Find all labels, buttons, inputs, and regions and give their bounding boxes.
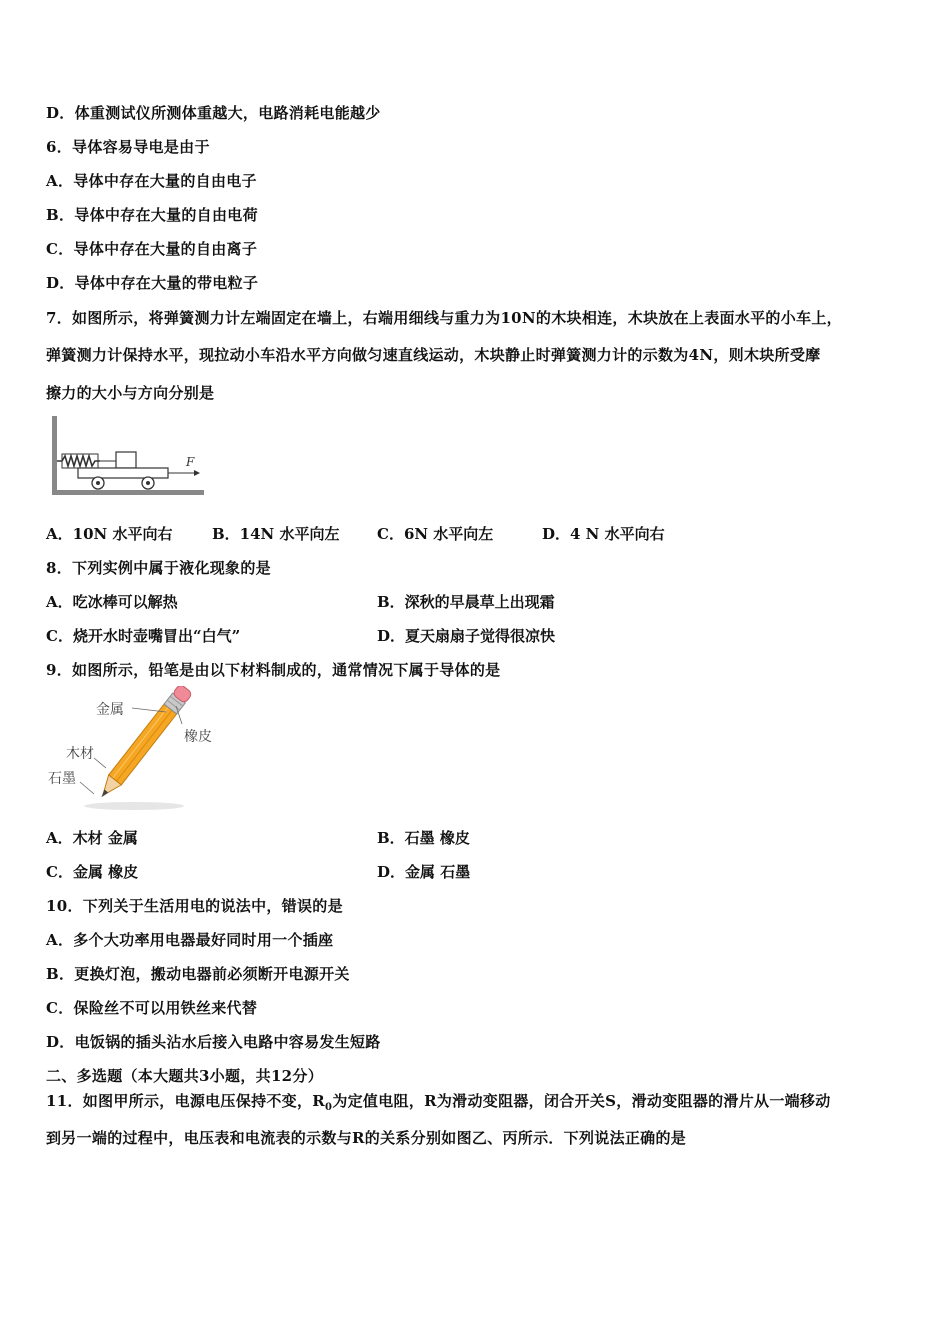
q7-stem-line1: 7．如图所示，将弹簧测力计左端固定在墙上，右端用细线与重力为10N的木块相连，木块放在上表面水平的小车上， [46, 309, 842, 327]
q6-option-b: B．导体中存在大量的自由电荷 [46, 206, 258, 224]
ground [52, 490, 204, 495]
q9-option-a: A．木材 金属 [46, 829, 138, 847]
q7-option-b: B．14N 水平向左 [212, 525, 340, 543]
label-graphite: 石墨 [48, 771, 76, 787]
q7-stem-line3: 擦力的大小与方向分别是 [46, 384, 215, 402]
q7-option-c: C．6N 水平向左 [377, 525, 494, 543]
q8-stem: 8．下列实例中属于液化现象的是 [46, 559, 271, 577]
q10-option-d: D．电饭锅的插头沾水后接入电路中容易发生短路 [46, 1033, 381, 1051]
q6-option-c: C．导体中存在大量的自由离子 [46, 240, 258, 258]
q8-option-d: D．夏天扇扇子觉得很凉快 [377, 627, 556, 645]
section-2-title: 二、多选题（本大题共3小题，共12分） [46, 1067, 324, 1085]
q10-option-c: C．保险丝不可以用铁丝来代替 [46, 999, 258, 1017]
label-wood: 木材 [66, 746, 94, 762]
q8-option-b: B．深秋的早晨草上出现霜 [377, 593, 555, 611]
q7-option-a: A．10N 水平向右 [46, 525, 173, 543]
q9-option-d: D．金属 石墨 [377, 863, 471, 881]
spring-scale [57, 456, 100, 466]
force-label: F [186, 455, 195, 469]
q11-stem-line2: 到另一端的过程中，电压表和电流表的示数与R的关系分别如图乙、丙所示．下列说法正确的是 [46, 1129, 687, 1147]
q9-stem: 9．如图所示，铅笔是由以下材料制成的，通常情况下属于导体的是 [46, 661, 501, 679]
cart [78, 468, 168, 478]
q6-stem: 6．导体容易导电是由于 [46, 138, 210, 156]
q8-option-c: C．烧开水时壶嘴冒出“白气” [46, 627, 241, 645]
q10-stem: 10．下列关于生活用电的说法中，错误的是 [46, 897, 343, 915]
spring-cart-figure [48, 414, 208, 500]
pencil-figure [44, 686, 234, 814]
wooden-block [116, 452, 136, 468]
q6-option-a: A．导体中存在大量的自由电子 [46, 172, 257, 190]
q9-option-c: C．金属 橡皮 [46, 863, 139, 881]
q8-option-a: A．吃冰棒可以解热 [46, 593, 178, 611]
label-eraser: 橡皮 [184, 729, 212, 745]
q7-stem-line2: 弹簧测力计保持水平，现拉动小车沿水平方向做匀速直线运动，木块静止时弹簧测力计的示数为4N，则木块所受摩 [46, 346, 821, 364]
q9-option-b: B．石墨 橡皮 [377, 829, 470, 847]
q11-stem-line1: 11．如图甲所示，电源电压保持不变，$R_0$为定值电阻，R为滑动变阻器，闭合开关S，滑动变阻器的滑片从一端移动 [46, 1092, 831, 1113]
q10-option-b: B．更换灯泡，搬动电器前必须断开电源开关 [46, 965, 350, 983]
wall [52, 416, 57, 492]
q5-option-d: D．体重测试仪所测体重越大，电路消耗电能越少 [46, 104, 381, 122]
q7-option-d: D．4 N 水平向右 [542, 525, 665, 543]
q6-option-d: D．导体中存在大量的带电粒子 [46, 274, 259, 292]
label-metal: 金属 [96, 702, 124, 718]
q10-option-a: A．多个大功率用电器最好同时用一个插座 [46, 931, 334, 949]
